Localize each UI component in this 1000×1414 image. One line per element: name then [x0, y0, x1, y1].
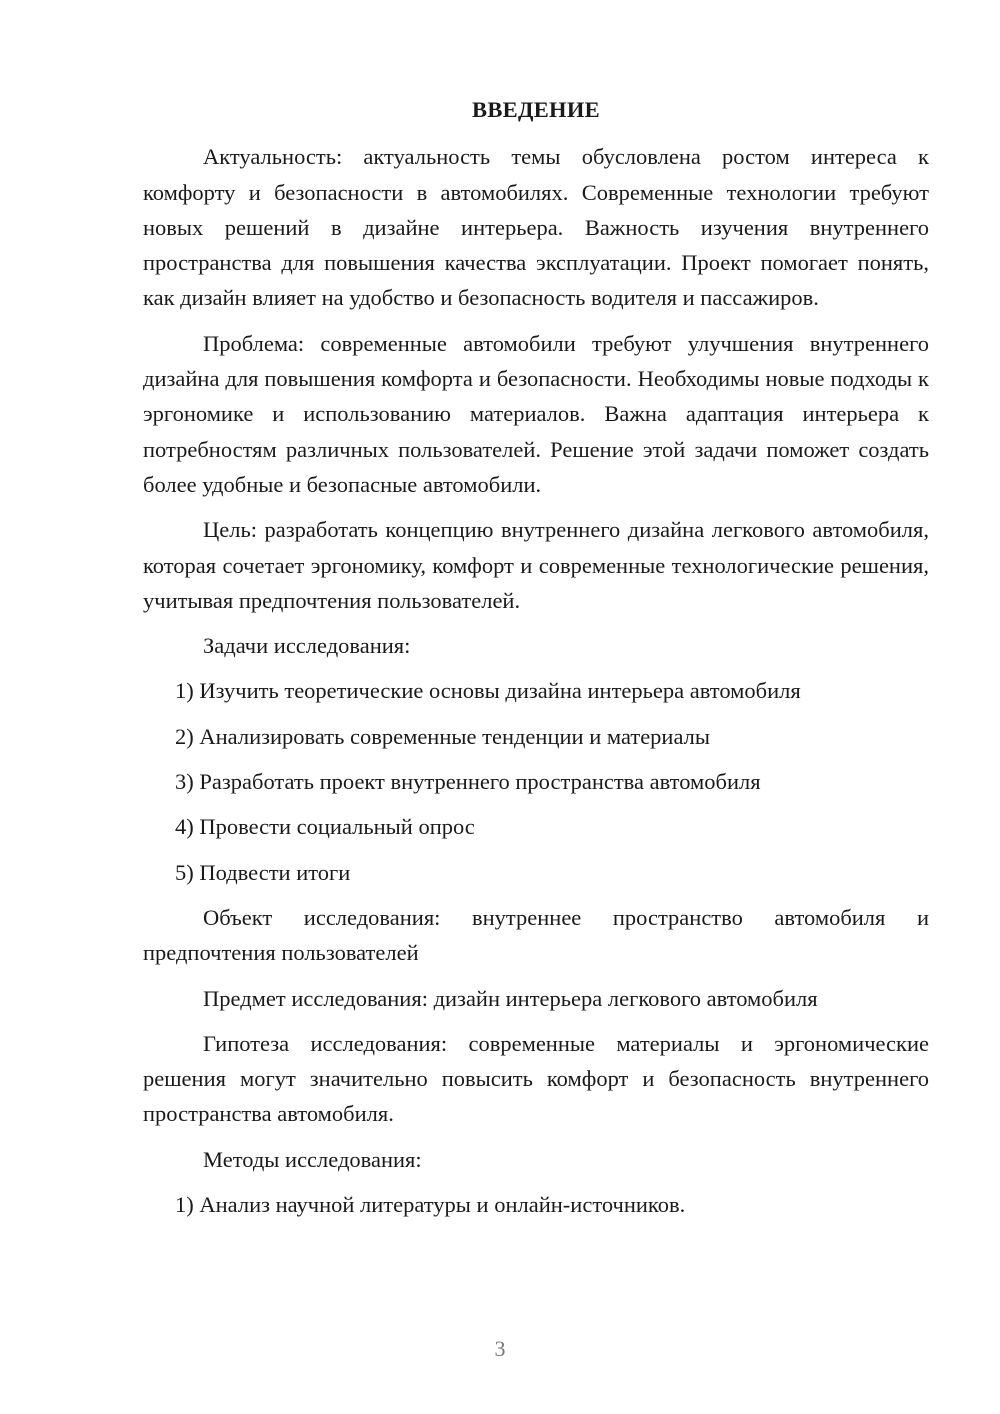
hypothesis-paragraph: Гипотеза исследования: современные материалы и эргономические решения могут значительно повысить комфорт и безопасность внутреннего пространства автомобиля.: [143, 1030, 929, 1127]
task-item: 4) Провести социальный опрос: [175, 814, 475, 840]
task-item: 3) Разработать проект внутреннего пространства автомобиля: [175, 769, 761, 795]
problem-paragraph: Проблема: современные автомобили требуют улучшения внутреннего дизайна для повышения комфорта и безопасности. Необходимы новые подходы к эргономике и использованию материалов. Важна адаптация интерьера к потребностям различных пользователей. Решение этой задачи поможет создать более удобные и безопасные автомобили.: [143, 330, 929, 497]
page-content: [143, 92, 929, 1232]
task-item: 2) Анализировать современные тенденции и материалы: [175, 723, 711, 749]
page-number: 3: [494, 1336, 506, 1361]
task-item: 5) Подвести итоги: [175, 859, 351, 885]
section-heading: ВВЕДЕНИЕ: [472, 97, 600, 122]
tasks-list: [143, 673, 929, 889]
actuality-paragraph: Актуальность: актуальность темы обусловлена ростом интереса к комфорту и безопасности в автомобилях. Современные технологии требуют новых решений в дизайне интерьера. Важность изучения внутреннего пространства для повышения качества эксплуатации. Проект помогает понять, как дизайн влияет на удобство и безопасность водителя и пассажиров.: [143, 144, 929, 311]
methods-label: Методы исследования:: [203, 1146, 422, 1172]
goal-paragraph: Цель: разработать концепцию внутреннего дизайна легкового автомобиля, которая сочетает эргономику, комфорт и современные технологические решения, учитывая предпочтения пользователей.: [143, 517, 929, 613]
tasks-label: Задачи исследования:: [203, 633, 411, 659]
task-item: 1) Изучить теоретические основы дизайна интерьера автомобиля: [175, 678, 801, 704]
subject-paragraph: Предмет исследования: дизайн интерьера легкового автомобиля: [203, 985, 818, 1011]
object-paragraph: Объект исследования: внутреннее пространство автомобиля и предпочтения пользователей: [143, 904, 929, 966]
methods-list: [143, 1187, 929, 1222]
method-item: 1) Анализ научной литературы и онлайн-источников.: [175, 1192, 686, 1218]
